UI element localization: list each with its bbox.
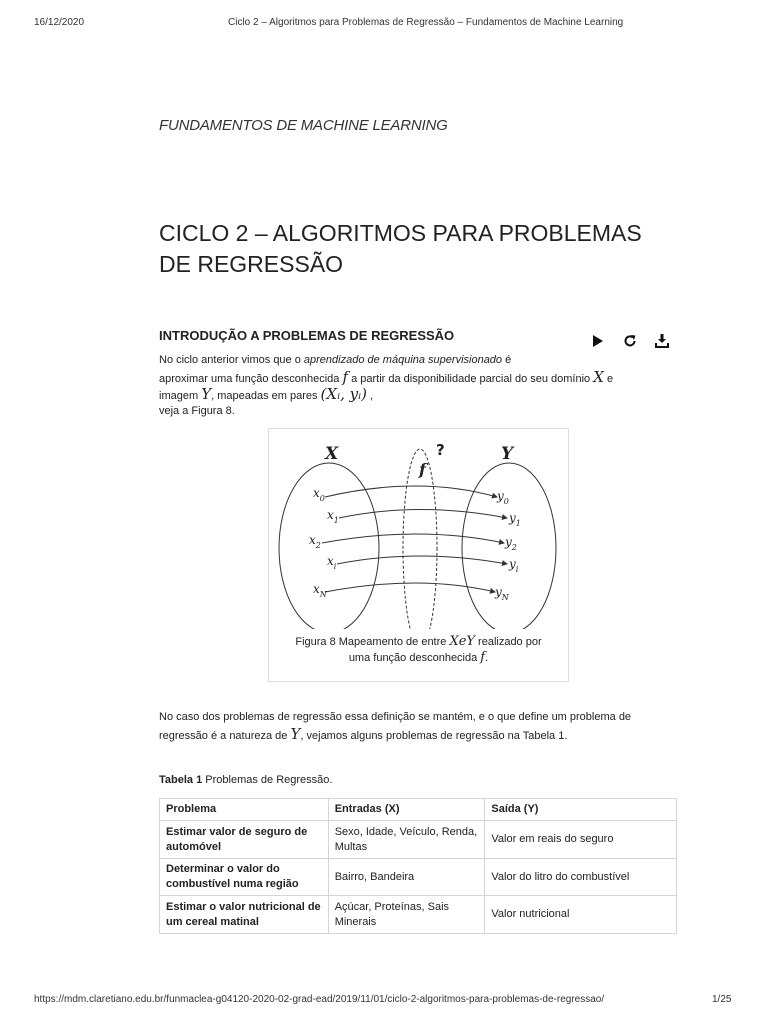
header-entradas: Entradas (X) — [328, 799, 485, 821]
header-problema: Problema — [160, 799, 329, 821]
media-controls — [590, 333, 670, 349]
cell-output: Valor nutricional — [485, 896, 677, 934]
intro-text: e — [603, 373, 614, 385]
caption-math: XeY — [449, 634, 475, 649]
download-icon[interactable] — [654, 333, 670, 349]
para2-text: regressão é a natureza de — [159, 730, 291, 742]
cell-problem: Estimar valor de seguro de automóvel — [160, 821, 329, 859]
figure-y-label: Y — [501, 444, 514, 464]
table-caption-text: Problemas de Regressão. — [202, 774, 333, 786]
cell-output: Valor em reais do seguro — [485, 821, 677, 859]
arrow-n — [325, 583, 495, 592]
intro-text: , mapeadas em pares — [211, 390, 321, 402]
x-label-4: $x_N$ — [313, 582, 327, 599]
cell-output: Valor do litro do combustível — [485, 859, 677, 896]
table-row — [160, 896, 677, 934]
figure-f-label: f — [419, 460, 426, 479]
cell-problem: Estimar o valor nutricional de um cereal matinal — [160, 896, 329, 934]
y-label-3: $y_i$ — [509, 557, 519, 574]
para2-text: , vejamos alguns problemas de regressão na Tabela 1. — [300, 730, 568, 742]
caption-text: . — [485, 652, 489, 664]
caption-text: realizado por — [474, 636, 542, 648]
x-label-3: $x_i$ — [327, 554, 337, 571]
arrow-1 — [339, 510, 507, 519]
intro-text: imagem — [159, 390, 202, 402]
x-label-0: $x_0$ — [313, 486, 325, 503]
cell-inputs: Açúcar, Proteínas, Sais Minerais — [328, 896, 485, 934]
header-date: 16/12/2020 — [34, 17, 85, 28]
table-caption-label: Tabela 1 — [159, 774, 203, 786]
intro-line-2 — [159, 369, 613, 387]
cell-problem: Determinar o valor do combustível numa região — [160, 859, 329, 896]
footer-url: https://mdm.claretiano.edu.br/funmaclea-g04120-2020-02-grad-ead/2019/11/01/ciclo-2-algoritmos-para-problemas-de-regressao/ — [34, 994, 605, 1005]
math-x: X — [593, 368, 604, 386]
caption-text: uma função desconhecida — [348, 652, 481, 664]
regression-table — [159, 798, 677, 934]
arrow-2 — [322, 534, 504, 543]
cell-inputs: Sexo, Idade, Veículo, Renda, Multas — [328, 821, 485, 859]
intro-text: , — [366, 390, 374, 402]
intro-text: a partir da disponibilidade parcial do seu domínio — [348, 373, 594, 385]
course-label: FUNDAMENTOS DE MACHINE LEARNING — [159, 117, 448, 134]
cell-inputs: Bairro, Bandeira — [328, 859, 485, 896]
intro-line-1 — [159, 352, 511, 368]
header-saida: Saída (Y) — [485, 799, 677, 821]
intro-text: aproximar uma função desconhecida — [159, 373, 343, 385]
table-row — [160, 821, 677, 859]
domain-ellipse — [279, 463, 379, 629]
y-label-0: $y_0$ — [497, 489, 509, 506]
arrow-0 — [325, 486, 497, 497]
table-row — [160, 859, 677, 896]
intro-line-4: veja a Figura 8. — [159, 405, 235, 417]
play-icon[interactable] — [590, 333, 606, 349]
x-label-2: $x_2$ — [309, 533, 321, 550]
section-title: INTRODUÇÃO A PROBLEMAS DE REGRESSÃO — [159, 328, 455, 343]
y-label-2: $y_2$ — [505, 535, 517, 552]
reload-icon[interactable] — [622, 333, 638, 349]
math-pair: (Xᵢ, yᵢ) — [320, 385, 367, 403]
figure-x-label: X — [325, 444, 339, 464]
para2-line-2 — [159, 726, 567, 744]
intro-emphasis: aprendizado de máquina supervisionado — [303, 354, 503, 366]
header-title: Ciclo 2 – Algoritmos para Problemas de Regressão – Fundamentos de Machine Learning — [228, 17, 624, 28]
figure-question-mark: ? — [436, 441, 445, 459]
page-title: CICLO 2 – ALGORITMOS PARA PROBLEMAS DE REGRESSÃO — [159, 220, 642, 277]
arrow-i — [337, 556, 507, 564]
math-y: Y — [290, 725, 301, 743]
intro-text: é — [502, 354, 512, 366]
table-header-row — [160, 799, 677, 821]
mapping-diagram — [269, 429, 568, 629]
intro-line-3 — [159, 386, 373, 404]
caption-text: Figura 8 Mapeamento de entre — [295, 636, 450, 648]
figure-caption — [269, 634, 568, 666]
intro-text: No ciclo anterior vimos que o — [159, 354, 304, 366]
y-label-1: $y_1$ — [509, 511, 521, 528]
para2-line-1: No caso dos problemas de regressão essa definição se mantém, e o que define um problema de — [159, 711, 632, 723]
math-f: f — [342, 368, 349, 386]
table-caption — [159, 774, 332, 786]
math-y: Y — [201, 385, 212, 403]
caption-math: f — [480, 650, 486, 665]
y-label-4: $y_N$ — [495, 585, 509, 602]
figure-8 — [268, 428, 569, 682]
footer-page-number: 1/25 — [712, 994, 732, 1005]
x-label-1: $x_1$ — [327, 508, 339, 525]
